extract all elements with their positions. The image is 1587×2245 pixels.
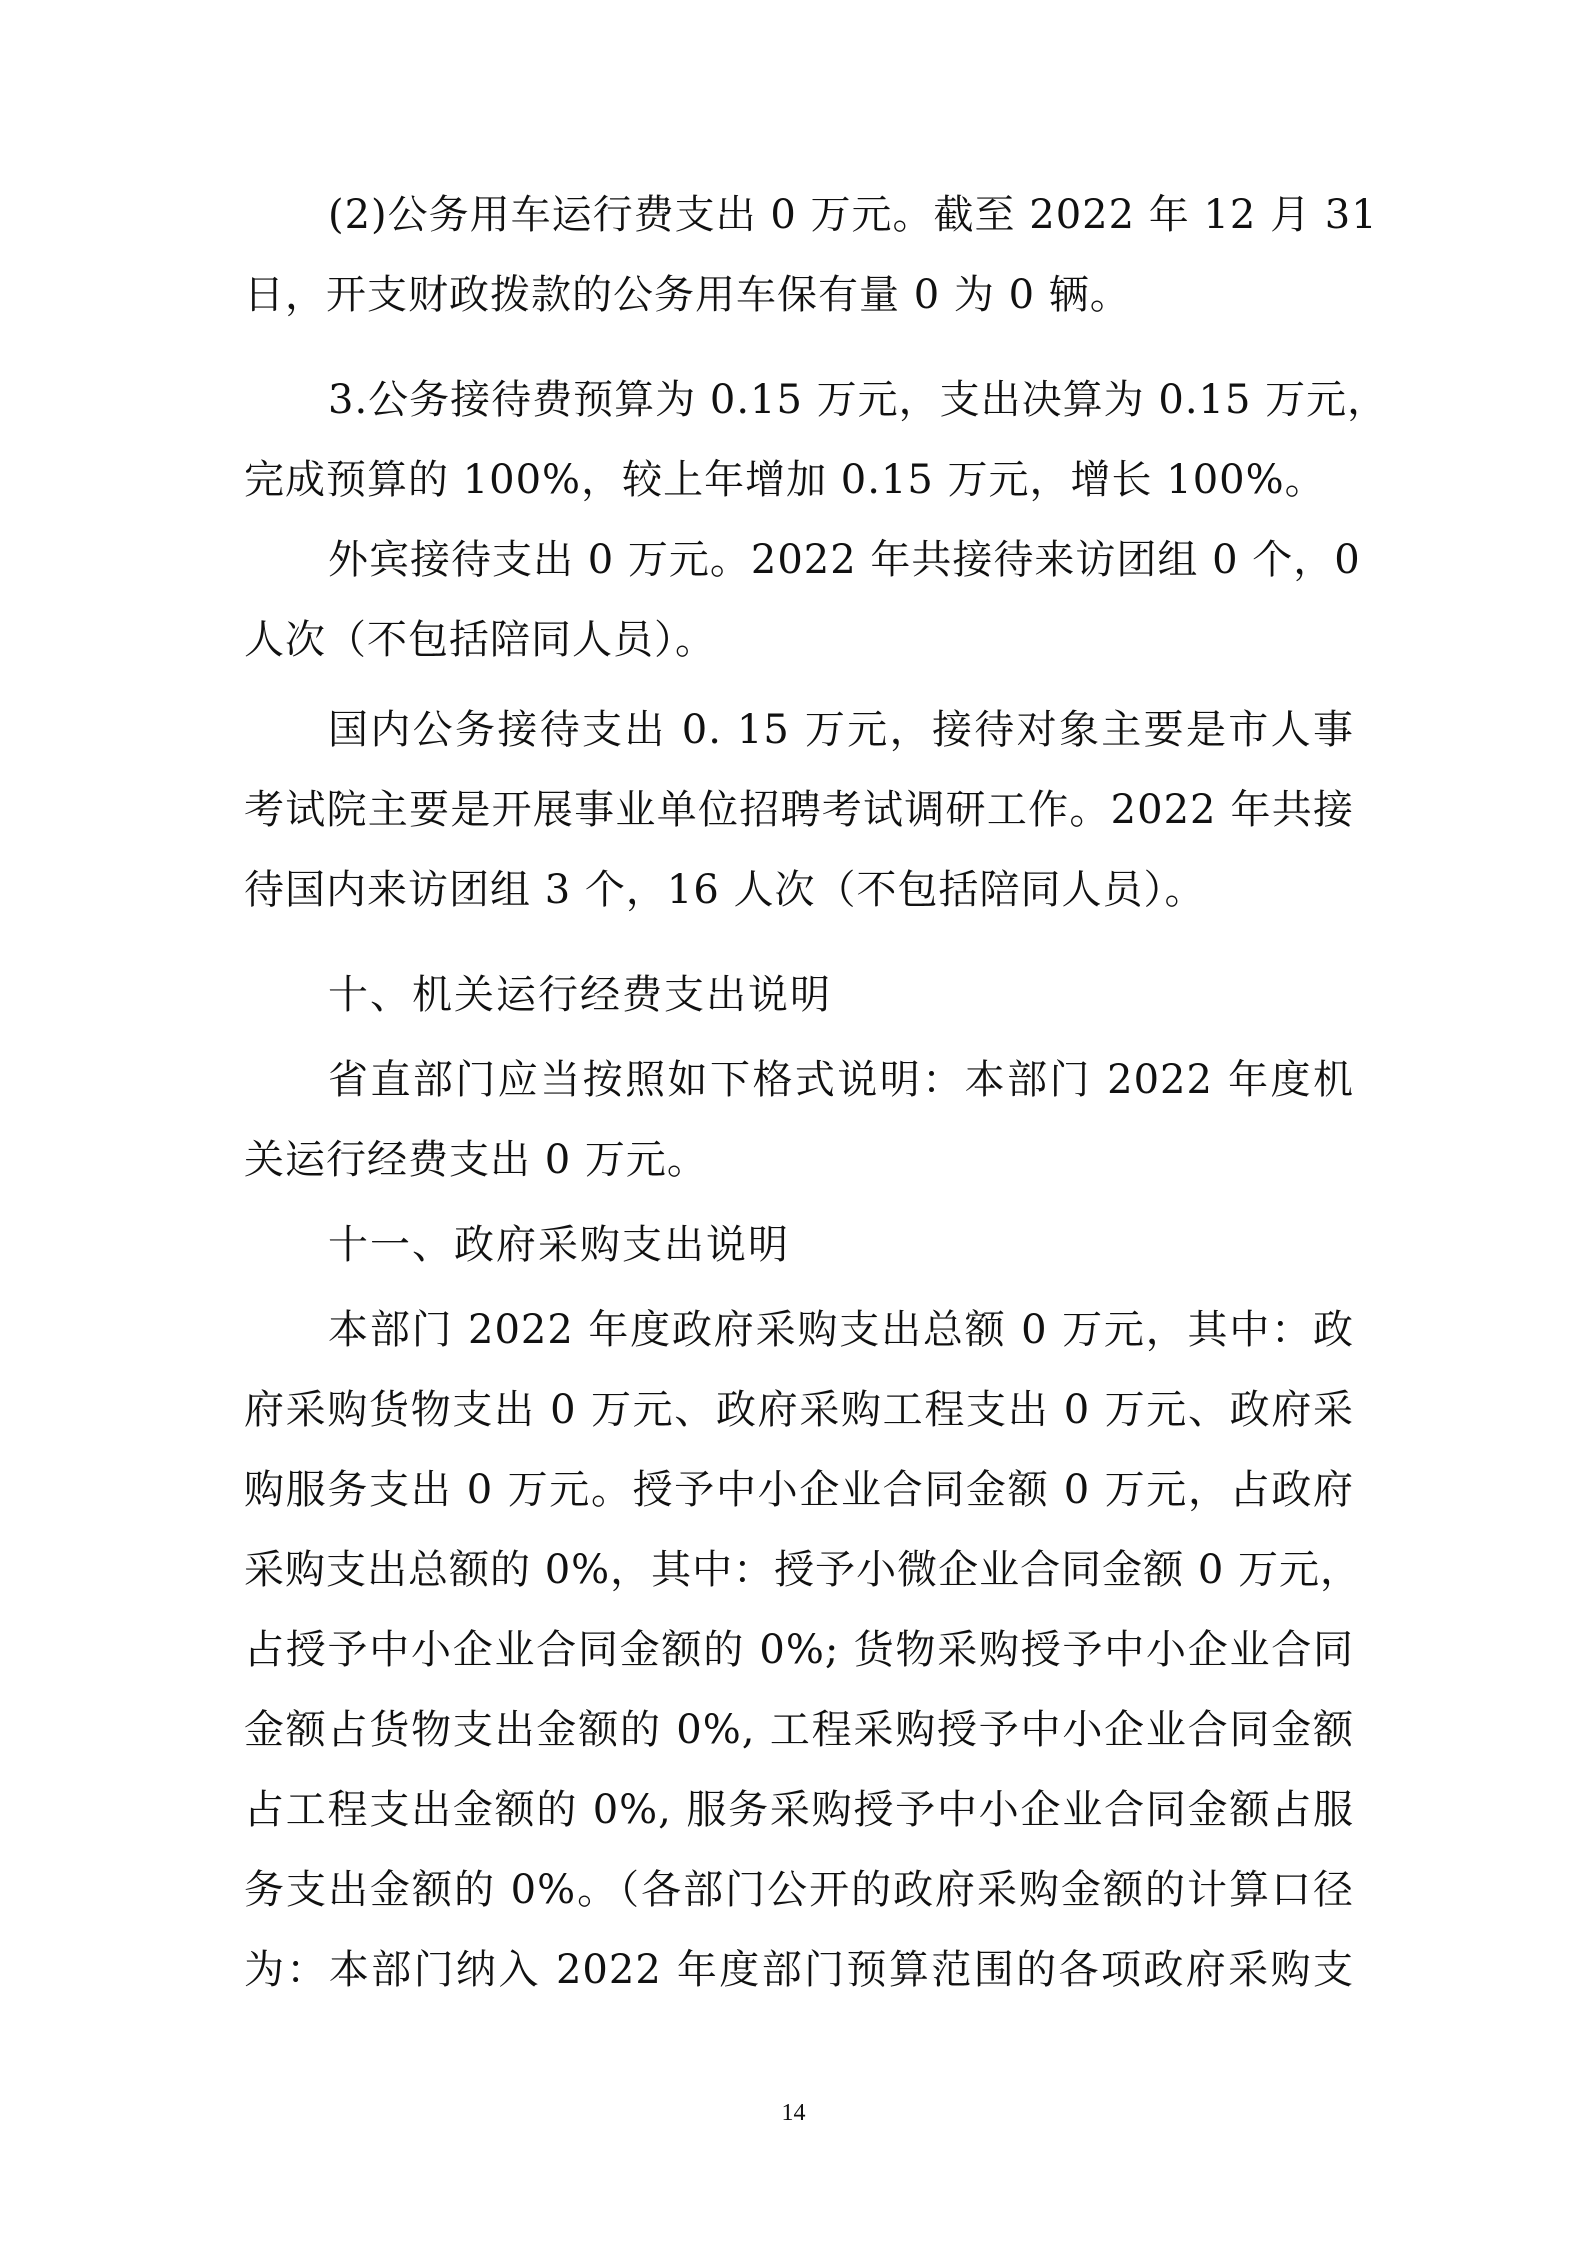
paragraph-line: 考试院主要是开展事业单位招聘考试调研工作。2022 年共接 (244, 787, 1354, 833)
paragraph-line: 省直部门应当按照如下格式说明：本部门 2022 年度机 (328, 1057, 1354, 1103)
page-number: 14 (781, 2100, 806, 2126)
paragraph-line: 日，开支财政拨款的公务用车保有量 0 为 0 辆。 (244, 272, 1131, 318)
paragraph-line: 完成预算的 100%，较上年增加 0.15 万元，增长 100%。 (244, 457, 1326, 503)
paragraph-line: 购服务支出 0 万元。授予中小企业合同金额 0 万元，占政府 (244, 1467, 1354, 1513)
paragraph-line: 关运行经费支出 0 万元。 (244, 1137, 708, 1183)
paragraph-line: 本部门 2022 年度政府采购支出总额 0 万元，其中：政 (328, 1307, 1354, 1353)
paragraph-line: 府采购货物支出 0 万元、政府采购工程支出 0 万元、政府采 (244, 1387, 1354, 1433)
paragraph-line: 务支出金额的 0%。（各部门公开的政府采购金额的计算口径 (244, 1867, 1354, 1913)
paragraph-line: 金额占货物支出金额的 0%, 工程采购授予中小企业合同金额 (244, 1707, 1354, 1753)
paragraph-line: 占工程支出金额的 0%, 服务采购授予中小企业合同金额占服 (244, 1787, 1354, 1833)
paragraph-line: 为：本部门纳入 2022 年度部门预算范围的各项政府采购支 (244, 1947, 1354, 1993)
paragraph-line: 占授予中小企业合同金额的 0%; 货物采购授予中小企业合同 (244, 1627, 1354, 1673)
paragraph-line: 3.公务接待费预算为 0.15 万元，支出决算为 0.15 万元， (328, 377, 1389, 423)
paragraph-line: 采购支出总额的 0%，其中：授予小微企业合同金额 0 万元， (244, 1547, 1362, 1593)
paragraph-line: 外宾接待支出 0 万元。2022 年共接待来访团组 0 个，0 (328, 537, 1361, 583)
paragraph-line: (2)公务用车运行费支出 0 万元。截至 2022 年 12 月 31 (328, 192, 1378, 238)
section-heading: 十、机关运行经费支出说明 (328, 972, 832, 1018)
section-heading: 十一、政府采购支出说明 (328, 1222, 790, 1268)
paragraph-line: 国内公务接待支出 0. 15 万元，接待对象主要是市人事 (328, 707, 1354, 753)
paragraph-line: 人次（不包括陪同人员）。 (244, 617, 716, 663)
paragraph-line: 待国内来访团组 3 个，16 人次（不包括陪同人员）。 (244, 867, 1206, 913)
